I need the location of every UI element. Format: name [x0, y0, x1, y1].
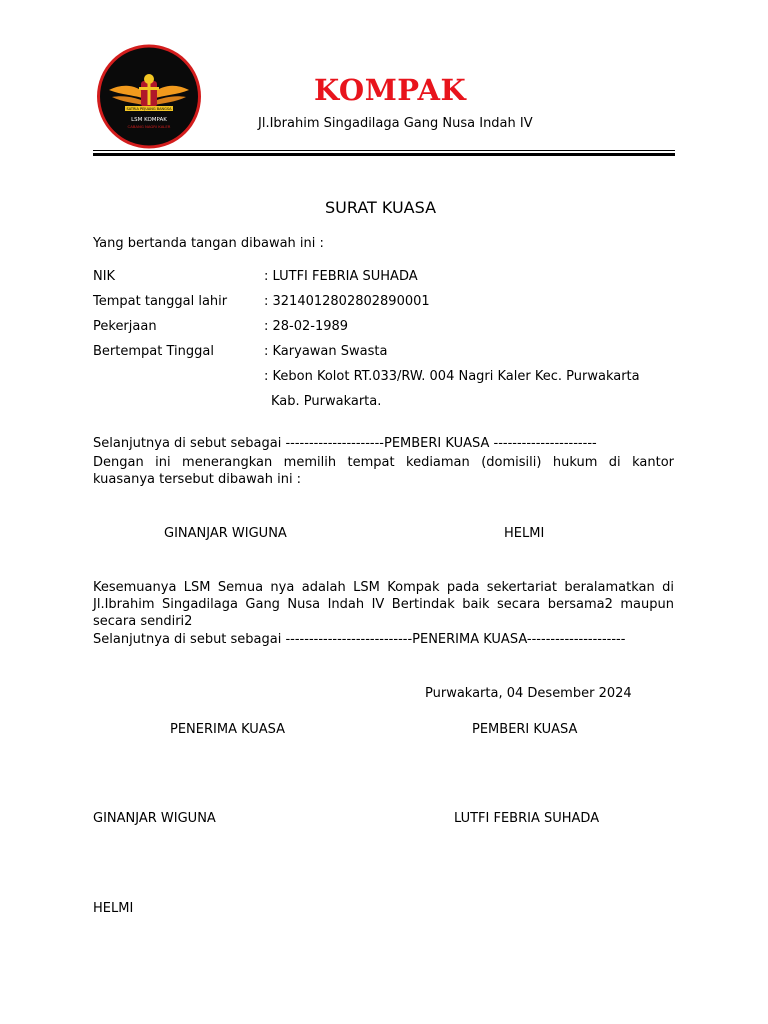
signature-name-ginanjar: GINANJAR WIGUNA — [93, 811, 216, 826]
svg-text:SATRIA PEJUANG BANGSA: SATRIA PEJUANG BANGSA — [126, 107, 172, 111]
letterhead-divider-thick — [93, 153, 675, 156]
signature-heading-pemberi: PEMBERI KUASA — [472, 722, 578, 737]
svg-text:CABANG NAGRI KALER: CABANG NAGRI KALER — [127, 124, 171, 129]
svg-text:LSM KOMPAK: LSM KOMPAK — [131, 117, 167, 123]
field-value-residence: : Karyawan Swasta — [264, 344, 388, 359]
pemberi-kuasa-line: Selanjutnya di sebut sebagai ---------------------PEMBERI KUASA ---------------------- — [93, 436, 597, 451]
domisili-paragraph: Dengan ini menerangkan memilih tempat kediaman (domisili) hukum di kantor kuasanya tersebut dibawah ini : — [93, 455, 674, 487]
recipient-name-1: GINANJAR WIGUNA — [164, 526, 287, 541]
field-value-nik: : LUTFI FEBRIA SUHADA — [264, 269, 418, 284]
field-value-birth: : 3214012802802890001 — [264, 294, 430, 309]
place-date: Purwakarta, 04 Desember 2024 — [425, 686, 632, 701]
letterhead-address: Jl.Ibrahim Singadilaga Gang Nusa Indah IV — [258, 116, 533, 131]
organization-logo — [95, 43, 203, 150]
recipient-name-2: HELMI — [504, 526, 545, 541]
field-value-occupation: : 28-02-1989 — [264, 319, 349, 334]
letterhead-divider-thin — [93, 150, 675, 151]
letterhead-title: KOMPAK — [314, 73, 467, 107]
field-label-birth: Tempat tanggal lahir — [93, 294, 228, 309]
signature-heading-penerima: PENERIMA KUASA — [170, 722, 286, 737]
field-label-nik: NIK — [93, 269, 116, 284]
signature-name-lutfi: LUTFI FEBRIA SUHADA — [454, 811, 600, 826]
signature-name-helmi: HELMI — [93, 901, 134, 916]
field-label-occupation: Pekerjaan — [93, 319, 157, 334]
penerima-kuasa-line: Selanjutnya di sebut sebagai ---------------------------PENERIMA KUASA--------------------- — [93, 632, 626, 647]
intro-text: Yang bertanda tangan dibawah ini : — [93, 236, 324, 251]
address-line-2: Kab. Purwakarta. — [271, 394, 382, 409]
kesemuanya-paragraph: Kesemuanya LSM Semua nya adalah LSM Kompak pada sekertariat beralamatkan di Jl.Ibrahim Singadilaga Gang Nusa Indah IV Bertindak baik secara bersama2 maupun secara sendiri2 — [93, 580, 674, 629]
field-label-residence: Bertempat Tinggal — [93, 344, 214, 359]
document-title: SURAT KUASA — [325, 198, 437, 217]
address-line-1: : Kebon Kolot RT.033/RW. 004 Nagri Kaler Kec. Purwakarta — [264, 369, 640, 384]
